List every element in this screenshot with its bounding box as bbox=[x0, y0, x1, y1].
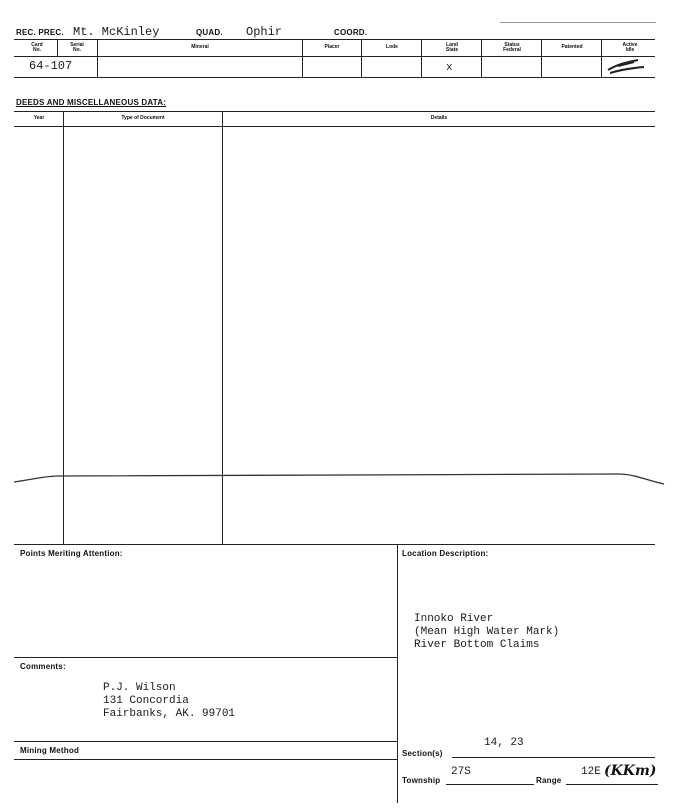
section-value: 14, 23 bbox=[484, 737, 524, 749]
rec-prec-value: Mt. McKinley bbox=[73, 25, 160, 39]
quad-value: Ophir bbox=[246, 25, 283, 39]
col-year: Year bbox=[33, 115, 45, 121]
comment-line: 131 Concordia bbox=[103, 695, 189, 707]
comments-label: Comments: bbox=[20, 662, 66, 671]
township-value: 27S bbox=[451, 766, 471, 778]
col-placer: Placer bbox=[324, 44, 340, 50]
card-serial-value: 64-107 bbox=[29, 59, 73, 73]
lower-divider bbox=[397, 545, 398, 803]
comment-line: Fairbanks, AK. 99701 bbox=[103, 708, 236, 720]
col-serial-no: Serial No. bbox=[70, 42, 84, 53]
comment-line: P.J. Wilson bbox=[103, 682, 176, 694]
col-details: Details bbox=[430, 115, 448, 121]
coord-label: COORD. bbox=[334, 28, 368, 37]
col-lode: Lode bbox=[386, 44, 398, 50]
points-meriting-attention-label: Points Meriting Attention: bbox=[20, 549, 123, 558]
location-line: Innoko River bbox=[414, 613, 494, 625]
range-value: 12E bbox=[581, 766, 601, 778]
comments-text bbox=[103, 682, 235, 721]
top-edge-line bbox=[500, 22, 656, 23]
col-patented: Patented bbox=[561, 44, 583, 50]
range-label: Range bbox=[536, 776, 562, 785]
location-description-text bbox=[414, 613, 559, 652]
fold-line bbox=[10, 468, 670, 490]
col-type-of-document: Type of Document bbox=[121, 115, 165, 121]
col-mineral: Mineral bbox=[191, 44, 209, 50]
section-label: Section(s) bbox=[402, 749, 443, 758]
township-label: Township bbox=[402, 776, 441, 785]
deeds-section-title: DEEDS AND MISCELLANEOUS DATA: bbox=[16, 98, 167, 107]
col-active-idle: Active Idle bbox=[622, 42, 638, 53]
mining-method-label: Mining Method bbox=[20, 746, 80, 755]
col-card-no: Card No. bbox=[31, 42, 43, 53]
smudge-mark bbox=[604, 56, 652, 80]
location-line: River Bottom Claims bbox=[414, 639, 540, 651]
location-line: (Mean High Water Mark) bbox=[414, 626, 560, 638]
land-state-mark: x bbox=[446, 62, 453, 74]
col-status-federal: Status Federal bbox=[503, 42, 521, 53]
handwritten-initials: (KKm) bbox=[604, 763, 657, 779]
col-land-state: Land State bbox=[445, 42, 459, 53]
quad-label: QUAD. bbox=[196, 28, 223, 37]
location-description-label: Location Description: bbox=[402, 549, 489, 558]
rec-prec-label: REC. PREC. bbox=[16, 28, 64, 37]
